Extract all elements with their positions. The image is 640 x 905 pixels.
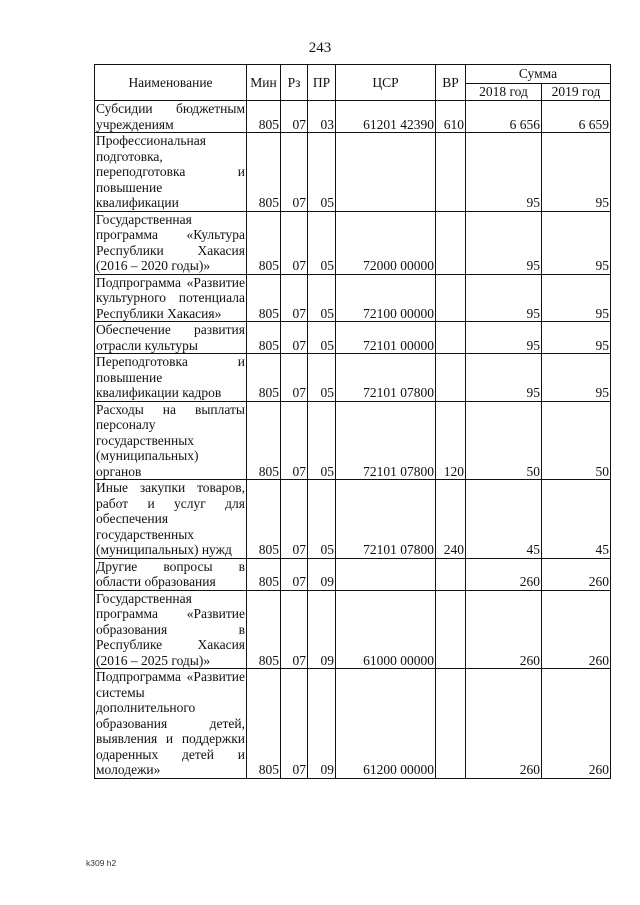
header-pr: ПР [308, 65, 336, 101]
row-min: 805 [247, 558, 281, 590]
row-name: Подпрограмма «Развитие системы дополнительного образования детей, выявления и поддержки одаренных детей и молодежи» [96, 669, 245, 777]
row-csr: 72101 00000 [336, 322, 436, 354]
table-row [95, 322, 611, 354]
row-pr: 09 [308, 590, 336, 669]
row-name: Субсидии бюджетным учреждениям [96, 101, 245, 132]
row-csr: 61201 42390 [336, 101, 436, 133]
row-vr: 610 [436, 101, 466, 133]
header-year-2018: 2018 год [466, 84, 542, 101]
table-row [95, 354, 611, 402]
row-rz: 07 [281, 354, 308, 402]
row-sum-2019: 260 [542, 669, 611, 779]
table-row [95, 558, 611, 590]
row-pr: 05 [308, 401, 336, 480]
row-name: Профессиональная подготовка, переподготовка и повышение квалификации [96, 133, 245, 210]
row-name: Расходы на выплаты персоналу государственных (муниципальных) органов [96, 401, 245, 479]
row-rz: 07 [281, 322, 308, 354]
row-vr [436, 590, 466, 669]
row-min: 805 [247, 101, 281, 133]
row-rz: 07 [281, 401, 308, 480]
table-row [95, 480, 611, 559]
table-row [95, 133, 611, 212]
header-rz: Рз [281, 65, 308, 101]
row-rz: 07 [281, 101, 308, 133]
row-pr: 09 [308, 669, 336, 779]
row-sum-2018: 95 [466, 322, 542, 354]
row-name: Переподготовка и повышение квалификации кадров [96, 354, 245, 400]
row-sum-2019: 95 [542, 274, 611, 322]
row-csr: 72101 07800 [336, 480, 436, 559]
row-name: Обеспечение развития отрасли культуры [96, 322, 245, 353]
row-name: Другие вопросы в области образования [96, 558, 245, 589]
row-sum-2018: 95 [466, 133, 542, 212]
row-sum-2019: 95 [542, 354, 611, 402]
row-sum-2019: 95 [542, 133, 611, 212]
page-number: 243 [308, 40, 332, 56]
row-sum-2019: 260 [542, 558, 611, 590]
row-min: 805 [247, 274, 281, 322]
table-row [95, 274, 611, 322]
table-row [95, 101, 611, 133]
row-sum-2018: 95 [466, 354, 542, 402]
row-min: 805 [247, 322, 281, 354]
header-name: Наименование [95, 65, 247, 101]
row-sum-2019: 45 [542, 480, 611, 559]
row-sum-2019: 50 [542, 401, 611, 480]
row-sum-2019: 95 [542, 211, 611, 274]
row-min: 805 [247, 211, 281, 274]
row-sum-2018: 260 [466, 669, 542, 779]
table-body [95, 101, 611, 779]
header-sum: Сумма [466, 65, 611, 84]
row-csr: 61200 00000 [336, 669, 436, 779]
header-min: Мин [247, 65, 281, 101]
row-rz: 07 [281, 558, 308, 590]
header-year-2019: 2019 год [542, 84, 611, 101]
row-csr: 72101 07800 [336, 401, 436, 480]
row-csr [336, 558, 436, 590]
table-row [95, 669, 611, 779]
row-pr: 05 [308, 274, 336, 322]
row-csr: 72101 07800 [336, 354, 436, 402]
budget-table [94, 64, 611, 779]
row-sum-2018: 50 [466, 401, 542, 480]
row-sum-2019: 6 659 [542, 101, 611, 133]
table-header [95, 65, 611, 101]
row-name: Подпрограмма «Развитие культурного потенциала Республики Хакасия» [96, 274, 245, 321]
row-sum-2018: 45 [466, 480, 542, 559]
row-pr: 05 [308, 133, 336, 212]
row-pr: 05 [308, 322, 336, 354]
row-min: 805 [247, 401, 281, 480]
row-vr [436, 133, 466, 212]
row-vr: 240 [436, 480, 466, 559]
row-rz: 07 [281, 480, 308, 559]
row-sum-2019: 260 [542, 590, 611, 669]
row-pr: 05 [308, 354, 336, 402]
row-pr: 05 [308, 480, 336, 559]
row-min: 805 [247, 354, 281, 402]
row-name: Государственная программа «Культура Республики Хакасия (2016 – 2020 годы)» [96, 211, 245, 273]
row-csr [336, 133, 436, 212]
row-vr [436, 322, 466, 354]
row-csr: 72000 00000 [336, 211, 436, 274]
row-min: 805 [247, 669, 281, 779]
row-sum-2018: 95 [466, 274, 542, 322]
row-sum-2018: 95 [466, 211, 542, 274]
row-rz: 07 [281, 669, 308, 779]
row-name: Государственная программа «Развитие образования в Республике Хакасия (2016 – 2025 годы)» [96, 590, 245, 668]
row-vr [436, 274, 466, 322]
header-vr: ВР [436, 65, 466, 101]
table-row [95, 211, 611, 274]
row-sum-2018: 6 656 [466, 101, 542, 133]
row-rz: 07 [281, 133, 308, 212]
row-min: 805 [247, 480, 281, 559]
header-csr: ЦСР [336, 65, 436, 101]
row-pr: 03 [308, 101, 336, 133]
row-sum-2018: 260 [466, 558, 542, 590]
row-min: 805 [247, 133, 281, 212]
row-vr [436, 354, 466, 402]
row-csr: 72100 00000 [336, 274, 436, 322]
row-rz: 07 [281, 590, 308, 669]
footer-code: k309 h2 [86, 858, 117, 868]
row-vr [436, 211, 466, 274]
row-pr: 09 [308, 558, 336, 590]
row-pr: 05 [308, 211, 336, 274]
row-min: 805 [247, 590, 281, 669]
row-sum-2019: 95 [542, 322, 611, 354]
row-sum-2018: 260 [466, 590, 542, 669]
row-vr: 120 [436, 401, 466, 480]
row-csr: 61000 00000 [336, 590, 436, 669]
row-rz: 07 [281, 274, 308, 322]
row-rz: 07 [281, 211, 308, 274]
table-row [95, 590, 611, 669]
row-vr [436, 558, 466, 590]
table-row [95, 401, 611, 480]
row-vr [436, 669, 466, 779]
row-name: Иные закупки товаров, работ и услуг для обеспечения государственных (муниципальных) нужд [96, 480, 245, 557]
